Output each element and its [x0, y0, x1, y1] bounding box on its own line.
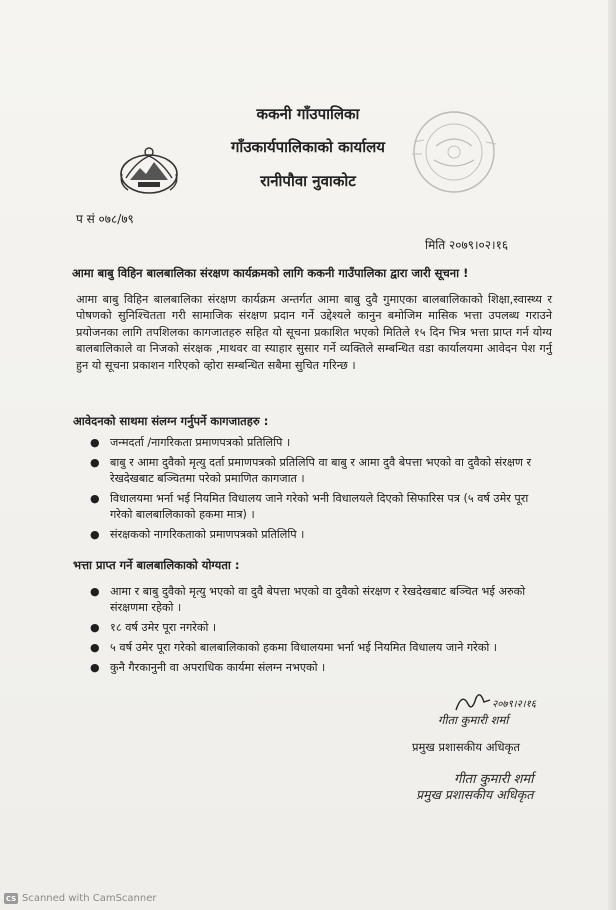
list-item-text: विधालयमा भर्ना भई नियमित विधालय जाने गरेको भनी विधालयले दिएको सिफारिस पत्र (५ वर्ष उमेर पूरा गरेको बालबालिकाको हकमा मात्र) ।: [110, 492, 529, 521]
notice-date: मिति २०७९।०२।१६: [425, 238, 509, 252]
stamp-signatory-name: गीता कुमारी शर्मा: [454, 772, 534, 787]
watermark-text: Scanned with CamScanner: [22, 893, 157, 904]
notice-body: आमा बाबु विहिन बालबालिका संरक्षण कार्यक्रम अन्तर्गत आमा बाबु दुवै गुमाएका बालबालिकाको शिक्षा,स्वास्थ्य र पोषणको सुनिश्चितता गरी सामाजिक संरक्षण प्रदान गर्ने उद्देश्यले कानुन बमोजिम मासिक भत्ता उपलब्ध गराउने प्रयोजनका लागि तपशिलका कागजातहरु सहित यो सूचना प्रकाशित भएको मितिले १५ दिन भित्र भत्ता प्राप्त गर्न योग्य बालबालिकाले वा निजको संरक्षक ,माथवर वा स्याहार सुसार गर्ने व्यक्तिले सम्बन्धित वडा कार्यालयमा आवेदन पेश गर्नु हुन यो सूचना प्रकाशन गरिएको व्होरा सम्बन्धित सबैमा सुचित गरिन्छ ।: [76, 293, 552, 372]
bullet-icon: ●: [90, 661, 100, 674]
eligibility-list: [84, 584, 552, 680]
list-item: [84, 620, 552, 636]
office-address: रानीपौवा नुवाकोट: [260, 172, 356, 190]
list-item-text: संरक्षकको नागरिकताको प्रमाणपत्रको प्रतिलिपि ।: [110, 528, 305, 541]
list-item-text: जन्मदर्ता /नागरिकता प्रमाणपत्रको प्रतिलिपि ।: [110, 436, 291, 449]
list-item-text: आमा र बाबु दुवैको मृत्यु भएको वा दुवै बेपत्ता भएको वा दुवैको संरक्षण र रेखदेखबाट बञ्चित भई अरुको संरक्षणमा रहेको ।: [110, 585, 526, 614]
signatory-name-handwritten: गीता कुमारी शर्मा: [438, 713, 509, 727]
bullet-icon: ●: [90, 528, 100, 541]
camscanner-logo-icon: CS: [5, 894, 17, 903]
list-item: [84, 660, 552, 676]
nepal-emblem-icon: [116, 144, 182, 196]
list-item: [84, 491, 552, 523]
office-seal-icon: [400, 102, 506, 202]
bullet-icon: ●: [90, 456, 100, 469]
documents-list: [84, 435, 552, 547]
list-item-text: बाबु र आमा दुवैको मृत्यु दर्ता प्रमाणपत्रको प्रतिलिपि वा बाबु र आमा दुवै बेपत्ता भएको वा दुवैको संरक्षण र रेखदेखबाट बञ्चितमा परेको प्रमाणित कागजात ।: [110, 456, 532, 485]
municipality-name: ककनी गाँउपालिका: [256, 105, 360, 123]
list-item: [84, 435, 552, 451]
section-eligibility-title: भत्ता प्राप्त गर्ने बालबालिकाको योग्यता :: [73, 558, 240, 572]
list-item-text: कुनै गैरकानुनी वा अपराधिक कार्यमा संलग्न नभएको ।: [110, 661, 326, 674]
signature-date: २०७९।२।१६: [492, 699, 536, 710]
bullet-icon: ●: [90, 585, 100, 598]
list-item: [84, 640, 552, 656]
bullet-icon: ●: [90, 641, 100, 654]
scanner-watermark: [4, 893, 157, 904]
bullet-icon: ●: [90, 492, 100, 505]
section-documents-title: आवेदनको साथमा संलग्न गर्नुपर्ने कागजातहरु :: [73, 414, 269, 428]
list-item: [84, 527, 552, 543]
office-name: गाँउकार्यपालिकाको कार्यालय: [230, 138, 385, 156]
reference-number: प सं ०७८/७९: [76, 212, 134, 226]
list-item: [84, 584, 552, 616]
list-item-text: ५ वर्ष उमेर पूरा गरेको बालबालिकाको हकमा विधालयमा भर्ना भई नियमित विधालय जाने गरेको ।: [110, 641, 498, 654]
notice-subject: आमा बाबु विहिन बालबालिका संरक्षण कार्यक्रमको लागि ककनी गाउँपालिका द्वारा जारी सूचना !: [72, 266, 469, 280]
list-item: [84, 455, 552, 487]
signatory-title: प्रमुख प्रशासकीय अधिकृत: [412, 740, 520, 754]
list-item-text: १८ वर्ष उमेर पूरा नगरेको ।: [110, 621, 217, 634]
bullet-icon: ●: [90, 621, 100, 634]
bullet-icon: ●: [90, 436, 100, 449]
stamp-signatory-title: प्रमुख प्रशासकीय अधिकृत: [416, 787, 534, 802]
